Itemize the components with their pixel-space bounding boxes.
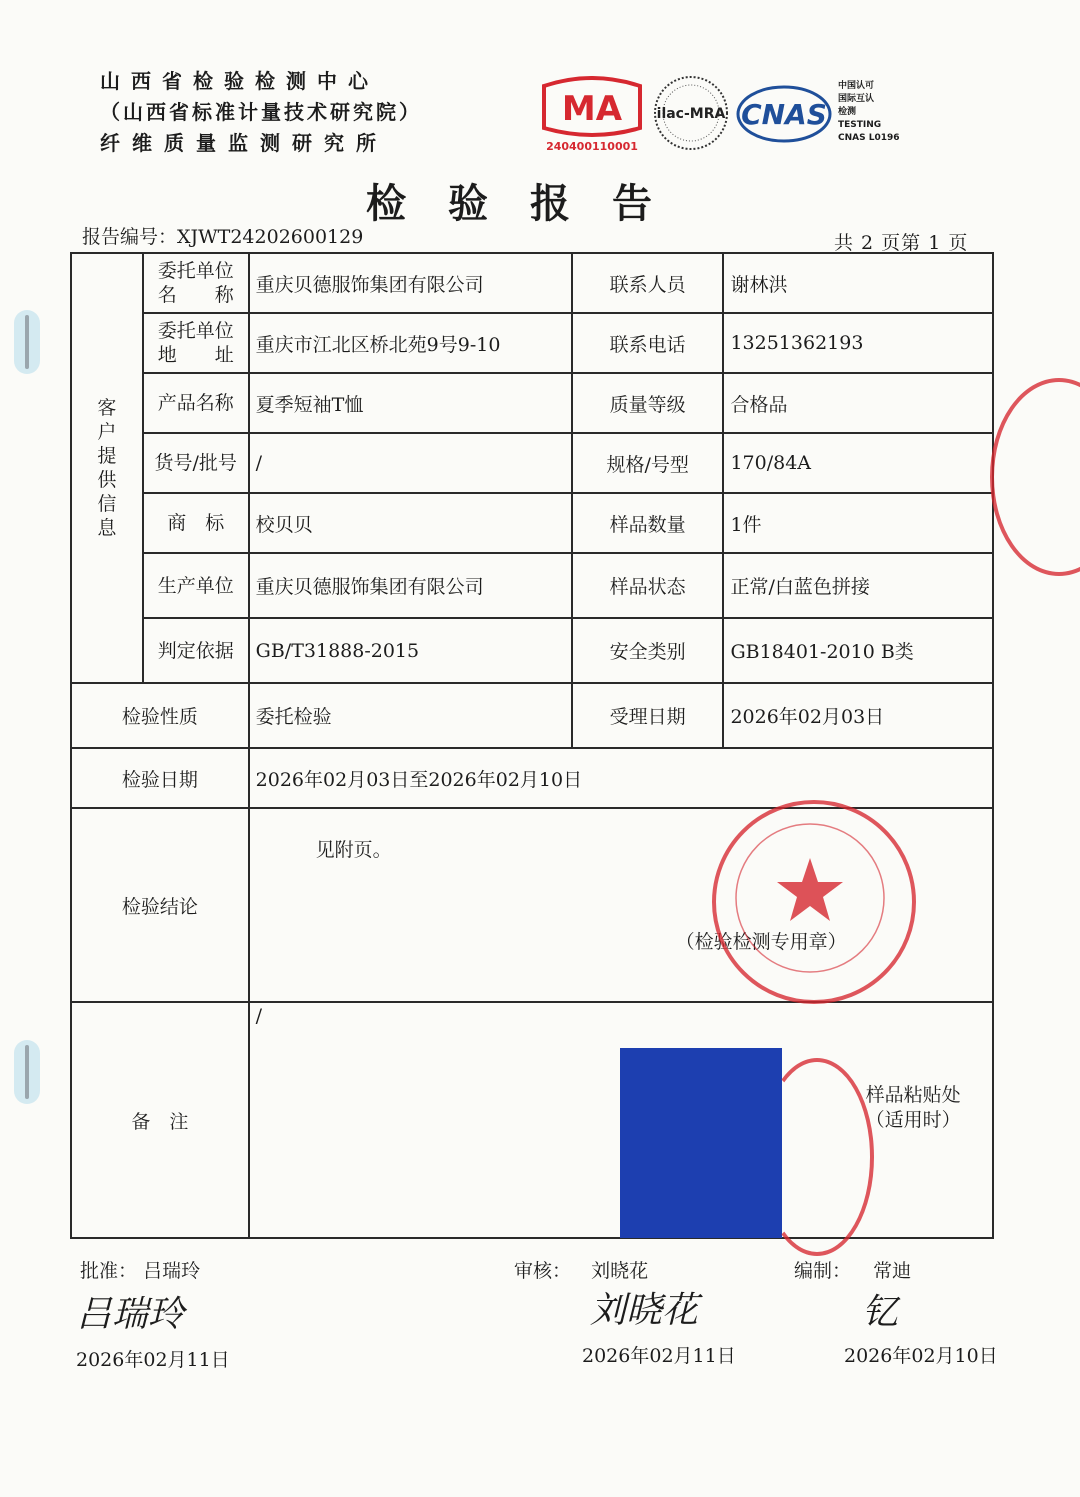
table-row xyxy=(71,553,993,618)
spec-label: 规格/号型 xyxy=(572,433,724,493)
table-row xyxy=(71,253,993,313)
client-section-label xyxy=(71,253,143,683)
conclusion-label: 检验结论 xyxy=(71,808,249,1002)
compile-line xyxy=(794,1256,911,1283)
institution-line-1: 山西省检验检测中心 xyxy=(100,69,379,93)
ilac-mra-logo xyxy=(652,74,730,152)
remark-seal-stamp xyxy=(760,1058,874,1256)
client-name-label xyxy=(143,253,249,313)
table-row xyxy=(71,618,993,683)
fabric-sample-swatch xyxy=(620,1048,782,1238)
cnas-en-2: CNAS L0196 xyxy=(838,133,900,143)
qty-value: 1件 xyxy=(723,493,993,553)
ilac-logo-text: ilac-MRA xyxy=(656,106,726,122)
review-date: 2026年02月11日 xyxy=(582,1345,736,1367)
review-name: 刘晓花 xyxy=(591,1260,649,1282)
sample-paste-line-2: （适用时） xyxy=(865,1109,961,1131)
review-label: 审核： xyxy=(514,1260,572,1282)
qty-label: 样品数量 xyxy=(572,493,724,553)
accept-date: 2026年02月03日 xyxy=(723,683,993,748)
state-value: 正常/白蓝色拼接 xyxy=(723,553,993,618)
cnas-cn-1: 中国认可 xyxy=(838,81,875,91)
brand-label: 商 标 xyxy=(143,493,249,553)
cnas-cn-2: 国际互认 xyxy=(838,94,875,104)
safety-label: 安全类别 xyxy=(572,618,724,683)
approve-line xyxy=(80,1256,200,1283)
client-name-label-2: 名 称 xyxy=(157,284,234,306)
institution-line-3: 纤维质量监测研究所 xyxy=(100,131,388,155)
table-row xyxy=(71,683,993,748)
maker-value: 重庆贝德服饰集团有限公司 xyxy=(249,553,572,618)
official-seal-stamp xyxy=(712,800,916,1004)
client-name: 重庆贝德服饰集团有限公司 xyxy=(249,253,572,313)
client-address-label xyxy=(143,313,249,373)
table-row xyxy=(71,373,993,433)
approve-signature: 吕瑞玲 xyxy=(76,1294,185,1335)
table-row xyxy=(71,433,993,493)
test-date-label: 检验日期 xyxy=(71,748,249,808)
brand-value: 校贝贝 xyxy=(249,493,572,553)
institution-line-2: （山西省标准计量技术研究院） xyxy=(100,100,422,124)
cnas-logo xyxy=(735,84,833,144)
client-address-label-2: 地 址 xyxy=(157,344,234,366)
phone-label: 联系电话 xyxy=(572,313,724,373)
remark-label: 备 注 xyxy=(71,1002,249,1238)
table-row xyxy=(71,313,993,373)
contact-value: 谢林洪 xyxy=(723,253,993,313)
grade-label: 质量等级 xyxy=(572,373,724,433)
test-date-value: 2026年02月03日至2026年02月10日 xyxy=(249,748,993,808)
review-signature: 刘晓花 xyxy=(590,1290,699,1331)
basis-value: GB/T31888-2015 xyxy=(249,618,572,683)
seal-note: （检验检测专用章） xyxy=(675,931,847,953)
accept-label: 受理日期 xyxy=(572,683,724,748)
review-line xyxy=(514,1256,648,1283)
product-label: 产品名称 xyxy=(143,373,249,433)
cma-logo xyxy=(538,76,646,156)
conclusion-text: 见附页。 xyxy=(315,839,392,861)
cnas-logo-text: CNAS xyxy=(741,98,827,131)
cnas-accreditation-text xyxy=(838,80,918,145)
cnas-cn-3: 检测 xyxy=(838,107,857,117)
table-row xyxy=(71,748,993,808)
remark-text: / xyxy=(255,1005,263,1027)
approve-name: 吕瑞玲 xyxy=(143,1260,201,1282)
compile-signature: 钇 xyxy=(862,1292,899,1333)
binder-bar-top xyxy=(25,315,29,369)
contact-label: 联系人员 xyxy=(572,253,724,313)
report-number: 报告编号：XJWT24202600129 xyxy=(82,226,364,248)
maker-label: 生产单位 xyxy=(143,553,249,618)
client-address-label-1: 委托单位 xyxy=(157,320,234,342)
sample-paste-note xyxy=(866,1083,961,1133)
spec-value: 170/84A xyxy=(723,433,993,493)
batch-value: / xyxy=(249,433,572,493)
safety-value: GB18401-2010 B类 xyxy=(723,618,993,683)
basis-label: 判定依据 xyxy=(143,618,249,683)
approve-date: 2026年02月11日 xyxy=(76,1349,230,1371)
cnas-en-1: TESTING xyxy=(838,120,882,130)
institution-header xyxy=(100,66,422,159)
approve-label: 批准： xyxy=(80,1260,138,1282)
nature-value: 委托检验 xyxy=(249,683,572,748)
state-label: 样品状态 xyxy=(572,553,724,618)
table-row xyxy=(71,493,993,553)
compile-label: 编制： xyxy=(794,1260,852,1282)
compile-date: 2026年02月10日 xyxy=(844,1345,998,1367)
client-section-text: 客户提供信息 xyxy=(97,397,117,539)
client-address: 重庆市江北区桥北苑9号9-10 xyxy=(249,313,572,373)
phone-value: 13251362193 xyxy=(723,313,993,373)
client-name-label-1: 委托单位 xyxy=(157,260,234,282)
batch-label: 货号/批号 xyxy=(143,433,249,493)
compile-name: 常迪 xyxy=(873,1260,912,1282)
grade-value: 合格品 xyxy=(723,373,993,433)
product-value: 夏季短袖T恤 xyxy=(249,373,572,433)
report-title: 检验报告 xyxy=(366,181,694,227)
page-info: 共 2 页第 1 页 xyxy=(834,232,969,254)
nature-label: 检验性质 xyxy=(71,683,249,748)
binder-bar-bottom xyxy=(25,1045,29,1099)
cma-number: 240400110001 xyxy=(546,140,638,153)
side-seal-stamp xyxy=(990,378,1080,576)
cma-logo-text: MA xyxy=(561,89,623,129)
sample-paste-line-1: 样品粘贴处 xyxy=(865,1084,961,1106)
